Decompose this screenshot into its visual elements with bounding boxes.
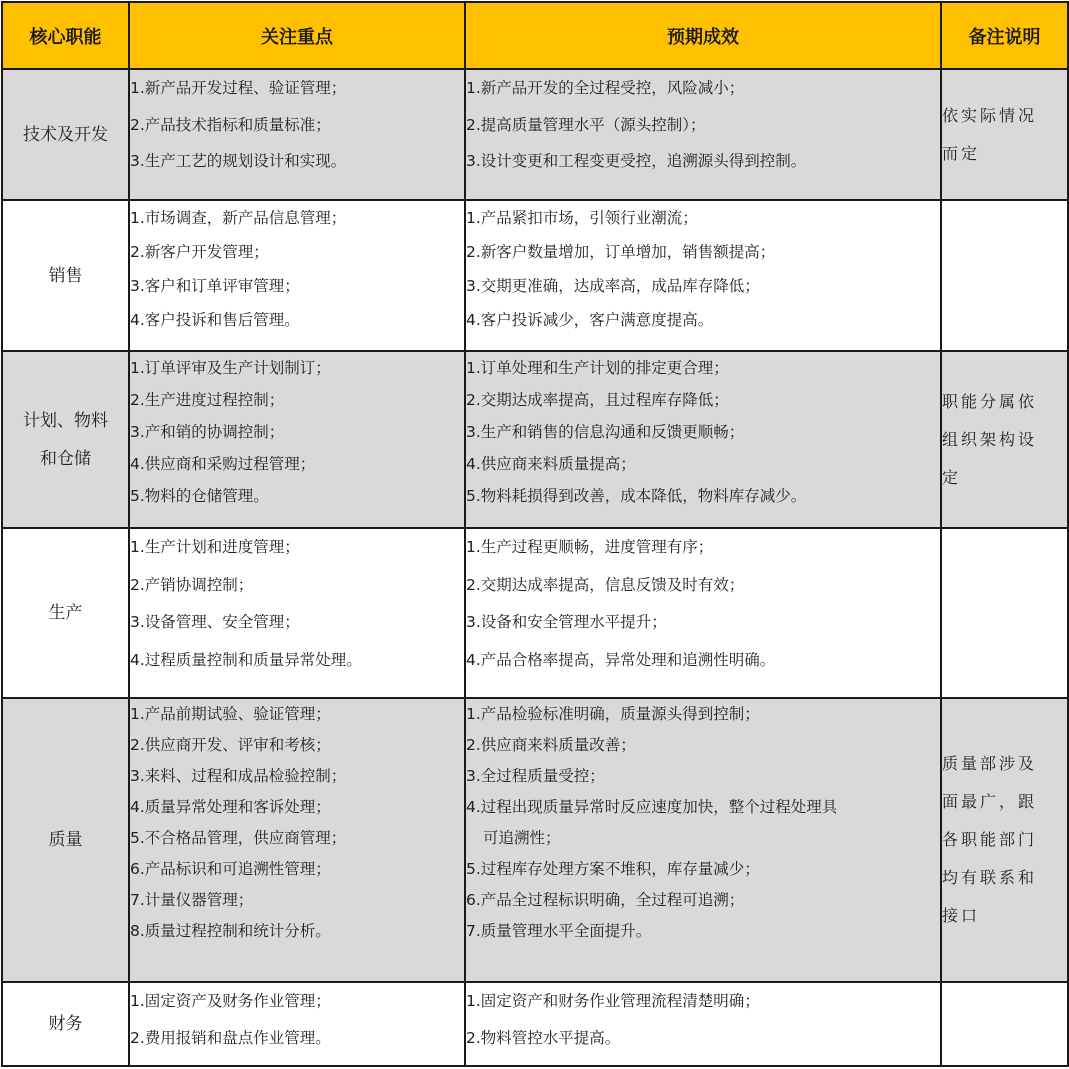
focus-item: 2.产销协调控制； — [130, 575, 254, 594]
focus-cell — [129, 698, 465, 982]
note-cell — [941, 69, 1068, 200]
effect-item: 3.设备和安全管理水平提升； — [466, 613, 667, 631]
note-line: 均有联系和 — [942, 868, 1038, 887]
effect-item: 7.质量管理水平全面提升。 — [466, 922, 652, 940]
effect-item: 3.生产和销售的信息沟通和反馈更顺畅； — [466, 423, 745, 441]
focus-item: 2.新客户开发管理； — [130, 243, 269, 261]
focus-item: 3.生产工艺的规划设计和实现。 — [130, 152, 347, 170]
function-cell — [2, 698, 129, 982]
focus-item: 1.新产品开发过程、验证管理； — [130, 79, 347, 97]
note-line: 组织架构设 — [942, 429, 1038, 449]
focus-item: 3.设备管理、安全管理； — [130, 613, 300, 631]
effect-item: 3.全过程质量受控； — [466, 767, 605, 785]
effect-cell — [465, 200, 941, 351]
note-cell — [941, 528, 1068, 698]
functions-table — [1, 1, 1069, 1067]
table-row — [2, 200, 1068, 351]
focus-item: 7.计量仪器管理； — [130, 891, 254, 909]
effect-item: 5.物料耗损得到改善，成本降低，物料库存减少。 — [466, 487, 807, 505]
table-row — [2, 351, 1068, 528]
function-cell — [2, 982, 129, 1066]
focus-cell — [129, 528, 465, 698]
focus-item: 4.质量异常处理和客诉处理； — [130, 798, 331, 816]
note-line: 定 — [942, 467, 962, 487]
note-line: 依实际情况 — [942, 105, 1038, 125]
focus-item: 3.客户和订单评审管理； — [130, 277, 300, 295]
effect-item: 2.交期达成率提高，信息反馈及时有效； — [466, 575, 745, 594]
focus-item: 6.产品标识和可追溯性管理； — [130, 860, 331, 878]
focus-item: 1.生产计划和进度管理； — [130, 538, 300, 556]
focus-cell — [129, 200, 465, 351]
focus-item: 3.来料、过程和成品检验控制； — [130, 767, 347, 785]
function-cell — [2, 69, 129, 200]
header-expected-effect: 预期成效 — [465, 2, 941, 69]
effect-item: 1.固定资产和财务作业管理流程清楚明确； — [466, 992, 760, 1010]
effect-item: 2.交期达成率提高，且过程库存降低； — [466, 391, 729, 409]
function-label: 技术及开发 — [23, 124, 108, 145]
function-label: 和仓储 — [40, 448, 91, 469]
focus-item: 1.固定资产及财务作业管理； — [130, 992, 331, 1010]
effect-item: 4.客户投诉减少，客户满意度提高。 — [466, 311, 714, 329]
focus-cell — [129, 982, 465, 1066]
focus-item: 1.市场调查，新产品信息管理； — [130, 209, 347, 227]
effect-item: 4.产品合格率提高，异常处理和追溯性明确。 — [466, 650, 776, 669]
function-label: 生产 — [48, 603, 83, 623]
effect-item: 1.生产过程更顺畅，进度管理有序； — [466, 538, 714, 556]
note-cell — [941, 351, 1068, 528]
effect-item: 4.过程出现质量异常时反应速度加快，整个过程处理具 — [466, 798, 838, 816]
effect-item: 6.产品全过程标识明确，全过程可追溯； — [466, 891, 745, 909]
function-cell — [2, 528, 129, 698]
note-line: 而定 — [942, 143, 981, 163]
effect-item: 4.供应商来料质量提高； — [466, 455, 636, 473]
focus-item: 4.过程质量控制和质量异常处理。 — [130, 650, 362, 669]
effect-cell — [465, 698, 941, 982]
table-row — [2, 982, 1068, 1066]
header-focus: 关注重点 — [129, 2, 465, 69]
focus-item: 3.产和销的协调控制； — [130, 423, 285, 441]
effect-item: 1.新产品开发的全过程受控，风险减小； — [466, 79, 745, 97]
effect-cell — [465, 982, 941, 1066]
focus-item: 5.物料的仓储管理。 — [130, 487, 269, 505]
function-label: 质量 — [48, 830, 83, 850]
function-label: 财务 — [48, 1014, 83, 1034]
focus-item: 4.客户投诉和售后管理。 — [130, 311, 300, 329]
effect-item: 1.产品检验标准明确，质量源头得到控制； — [466, 705, 760, 723]
effect-item: 1.产品紧扣市场，引领行业潮流； — [466, 209, 698, 227]
note-line: 质量部涉及 — [942, 754, 1038, 773]
focus-item: 8.质量过程控制和统计分析。 — [130, 922, 331, 940]
focus-item: 5.不合格品管理，供应商管理； — [130, 829, 347, 847]
effect-item: 5.过程库存处理方案不堆积，库存量减少； — [466, 860, 760, 878]
note-line: 接口 — [942, 906, 981, 925]
focus-item: 1.订单评审及生产计划制订； — [130, 359, 331, 377]
focus-item: 2.费用报销和盘点作业管理。 — [130, 1029, 331, 1047]
header-row — [2, 2, 1068, 69]
effect-item: 可追溯性； — [483, 829, 561, 847]
table-row — [2, 698, 1068, 982]
note-line: 职能分属依 — [942, 391, 1038, 411]
function-cell — [2, 351, 129, 528]
focus-item: 2.生产进度过程控制； — [130, 391, 285, 409]
focus-item: 2.供应商开发、评审和考核； — [130, 736, 331, 754]
focus-cell — [129, 69, 465, 200]
header-core-function: 核心职能 — [2, 2, 129, 69]
table-row — [2, 69, 1068, 200]
note-cell — [941, 200, 1068, 351]
focus-cell — [129, 351, 465, 528]
effect-cell — [465, 351, 941, 528]
function-label: 销售 — [48, 265, 83, 286]
effect-item: 2.新客户数量增加，订单增加，销售额提高； — [466, 243, 776, 261]
note-cell — [941, 982, 1068, 1066]
effect-item: 3.设计变更和工程变更受控，追溯源头得到控制。 — [466, 152, 807, 170]
effect-item: 2.提高质量管理水平（源头控制）； — [466, 115, 706, 134]
effect-item: 3.交期更准确，达成率高，成品库存降低； — [466, 277, 760, 295]
table-row — [2, 528, 1068, 698]
header-remarks: 备注说明 — [941, 2, 1068, 69]
focus-item: 1.产品前期试验、验证管理； — [130, 705, 331, 723]
note-cell — [941, 698, 1068, 982]
effect-item: 1.订单处理和生产计划的排定更合理； — [466, 359, 729, 377]
focus-item: 2.产品技术指标和质量标准； — [130, 115, 331, 134]
function-cell — [2, 200, 129, 351]
function-label: 计划、物料 — [23, 410, 108, 431]
note-line: 面最广，跟 — [942, 792, 1038, 811]
effect-cell — [465, 528, 941, 698]
effect-item: 2.供应商来料质量改善； — [466, 736, 636, 754]
focus-item: 4.供应商和采购过程管理； — [130, 455, 316, 473]
effect-item: 2.物料管控水平提高。 — [466, 1029, 621, 1047]
note-line: 各职能部门 — [942, 830, 1038, 849]
effect-cell — [465, 69, 941, 200]
